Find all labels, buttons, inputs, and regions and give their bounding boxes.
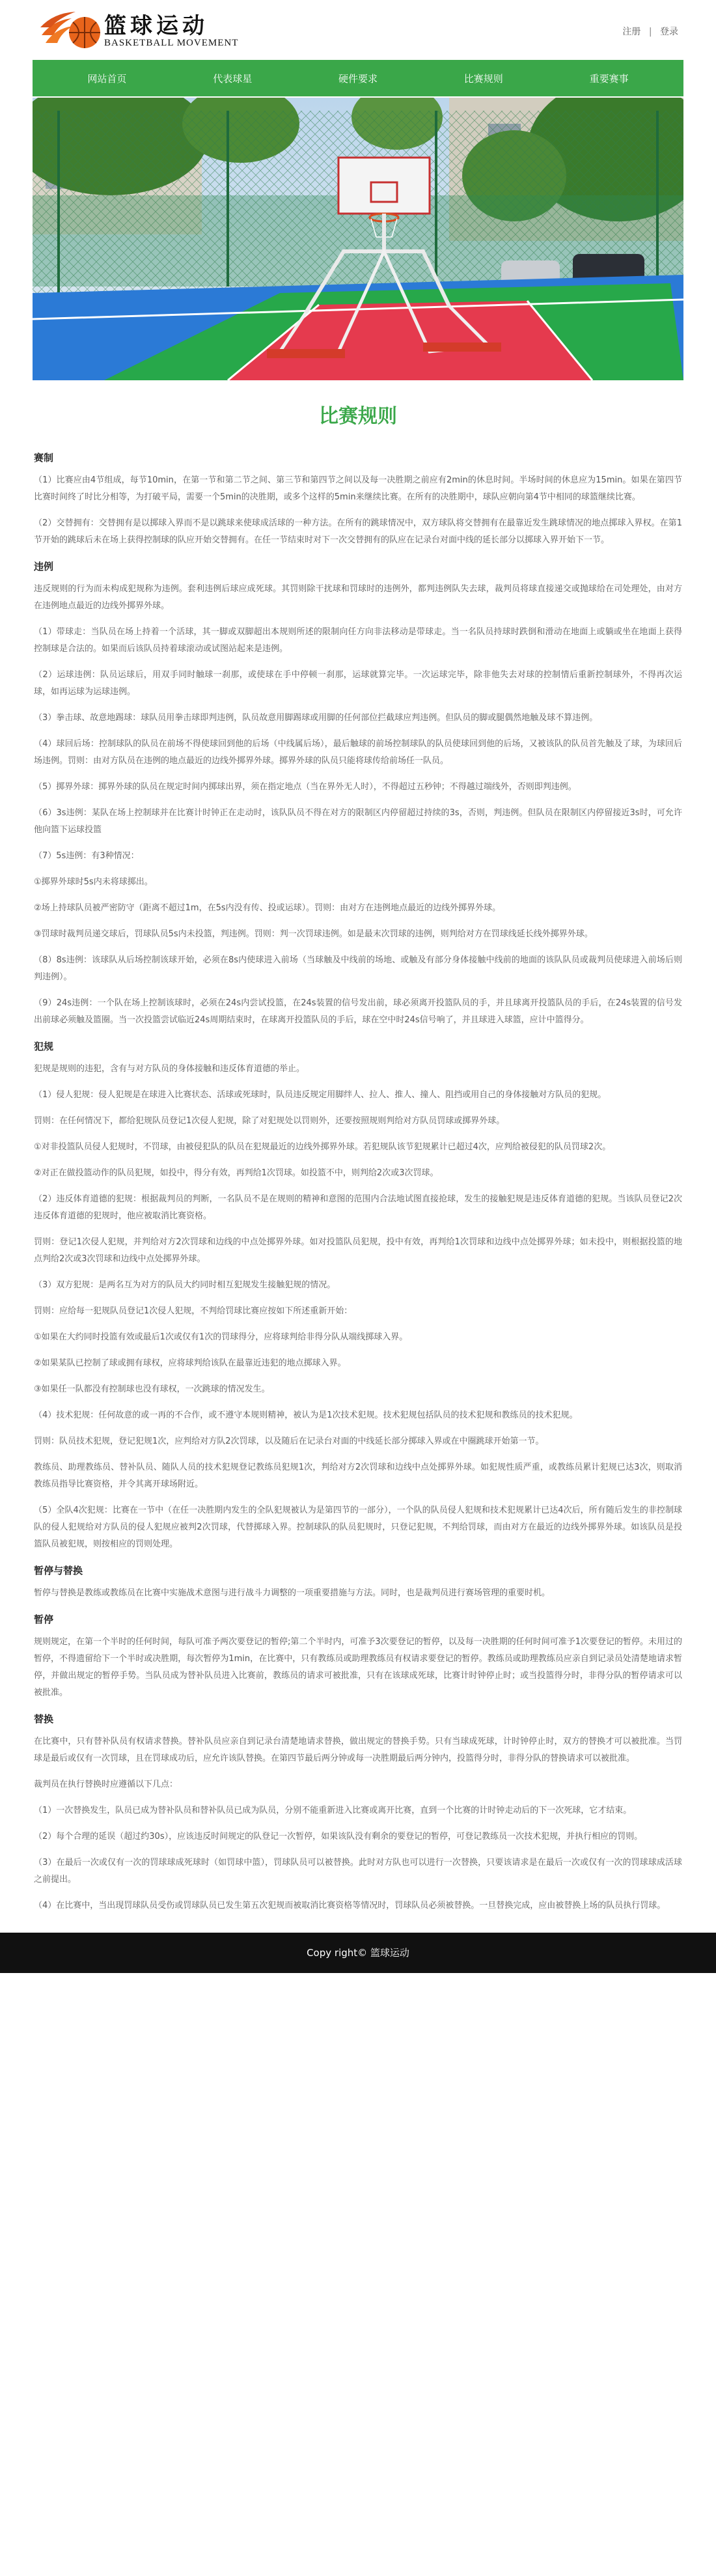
paragraph: 暂停与替换是教练或教练员在比赛中实施战术意图与进行战斗力调整的一项重要措施与方法。同时，也是裁判员进行赛场管理的重要时机。 [34, 1588, 551, 1598]
paragraph: （2）运球违例：队员运球后，用双手同时触球一刹那，或使球在手中停顿一刹那，运球就算完毕。一次运球完毕，除非他失去对球的控制情后重新控制球外，不得再次运球，如再运球为运球违例。 [34, 670, 682, 697]
paragraph: （2）每个合理的延误（超过约30s），应该违反时间规定的队登记一次暂停，如果该队没有剩余的要登记的暂停，可登记教练员一次技术犯规，并执行相应的罚则。 [34, 1832, 643, 1841]
paragraph: （2）违反体育道德的犯规：根据裁判员的判断，一名队员不是在规则的精神和意图的范围内合法地试图直接抢球，发生的接触犯规是违反体育道德的犯规。当该队员登记2次违反体育道德的犯规时，他应被取消比赛资格。 [34, 1194, 682, 1221]
footer-copyright: Copy right© 篮球运动 [307, 1947, 409, 1959]
basketball-logo-icon [39, 9, 111, 52]
paragraph: （2）交替拥有：交替拥有是以掷球入界而不是以跳球来使球成活球的一种方法。在所有的跳球情况中，双方球队将交替拥有在最靠近发生跳球情况的地点掷球入界权。在第1节开始的跳球后未在场上获得控制球的队应开始交替拥有。在任一节结束时对下一次交替拥有的队应在记录台对面中线的延长部分以掷球入界开始下一节。 [34, 518, 682, 545]
paragraph: （4）球回后场：控制球队的队员在前场不得使球回到他的后场（中线属后场），最后触球的前场控制球队的队员使球回到他的后场，又被该队的队员首先触及了球，为球回后场违例。罚则：由对方队员在违例的地点最近的边线外掷界外球。掷界外球的队员只能将球传给前场任一队员。 [34, 739, 682, 766]
paragraph: （1）侵人犯规：侵人犯规是在球进入比赛状态、活球或死球时，队员违反规定用脚绊人、拉人、推人、撞人、阻挡或用自己的身体接触对方队员的犯规。 [34, 1090, 607, 1100]
paragraph: ①如果在大约同时投篮有效或最后1次或仅有1次的罚球得分，应将球判给非得分队从端线掷球入界。 [34, 1332, 408, 1342]
page-title: 比赛规则 [319, 405, 397, 428]
paragraph: （1）一次替换发生，队员已成为替补队员和替补队员已成为队员，分别不能重新进入比赛或离开比赛，直到一个比赛的计时钟走动后的下一次死球，它才结束。 [34, 1806, 632, 1815]
paragraph: 罚则：队员技术犯规，登记犯规1次，应判给对方队2次罚球，以及随后在记录台对面的中线延长部分掷球入界或在中圈跳球开始第一节。 [34, 1436, 544, 1446]
nav-item-rules[interactable]: 比赛规则 [463, 72, 503, 85]
paragraph: ②场上持球队员被严密防守（距离不超过1m，在5s内没有传、投或运球）。罚则：由对方在违例地点最近的边线外掷界外球。 [34, 903, 501, 913]
paragraph: ②对正在做投篮动作的队员犯规，如投中，得分有效，再判给1次罚球。如投篮不中，则判给2次或3次罚球。 [34, 1168, 439, 1178]
footer [0, 1933, 716, 1973]
section-heading: 违例 [34, 561, 54, 572]
section-heading: 犯规 [34, 1041, 54, 1052]
paragraph: ②如果某队已控制了球或拥有球权，应将球判给该队在最靠近违犯的地点掷球入界。 [34, 1358, 346, 1368]
logo-subtitle: BASKETBALL MOVEMENT [104, 38, 239, 48]
paragraph: （6）3s违例：某队在场上控制球并在比赛计时钟正在走动时，该队队员不得在对方的限制区内停留超过持续的3s，否则，判违例。但队员在限制区内停留接近3s时，可允许他向篮下运球投篮 [34, 808, 682, 835]
paragraph: 犯规是规则的违犯，含有与对方队员的身体接触和违反体育道德的举止。 [34, 1064, 305, 1074]
paragraph: 罚则：应给每一犯规队员登记1次侵人犯规，不判给罚球比赛应按如下所述重新开始： [34, 1306, 353, 1316]
login-link[interactable]: 登录 [660, 27, 678, 37]
paragraph: 裁判员在执行替换时应遵循以下几点： [34, 1780, 178, 1789]
paragraph: ①掷界外球时5s内未将球掷出。 [34, 877, 153, 887]
paragraph: （3）拳击球、故意地踢球：球队员用拳击球即判违例，队员故意用脚踢球或用脚的任何部位拦截球应判违例。但队员的脚或腿偶然地触及球不算违例。 [34, 713, 598, 723]
paragraph: （3）在最后一次或仅有一次的罚球球成死球时（如罚球中篮），罚球队员可以被替换。此时对方队也可以进行一次替换，只要该请求是在最后一次或仅有一次的罚球球成活球之前提出。 [34, 1858, 682, 1884]
paragraph: 教练员、助理教练员、替补队员、随队人员的技术犯规登记教练员犯规1次，判给对方2次罚球和边线中点处掷界外球。如犯规性质严重，或教练员累计犯规已达3次，则取消教练员指导比赛资格，并令其离开球场附近。 [34, 1463, 682, 1489]
nav-item-stars[interactable]: 代表球星 [213, 72, 253, 85]
auth-separator: | [648, 27, 652, 37]
paragraph: （8）8s违例：该球队从后场控制该球开始，必须在8s内使球进入前场（当球触及中线前的场地、或触及有部分身体接触中线前的地面的该队队员或裁判员使球进入前场后则判违例）。 [34, 955, 682, 982]
paragraph: 罚则：登记1次侵人犯规，并判给对方2次罚球和边线的中点处掷界外球。如对投篮队员犯规，投中有效，再判给1次罚球和边线中点处掷界外球；如未投中，则根据投篮的地点判给2次或3次罚球和边线中点处掷界外球。 [34, 1237, 682, 1264]
auth-links [622, 25, 678, 38]
paragraph: 罚则：在任何情况下，都给犯规队员登记1次侵人犯规，除了对犯规处以罚则外，还要按照规则判给对方队员罚球或掷界外球。 [34, 1116, 505, 1126]
nav-item-hardware[interactable]: 硬件要求 [338, 72, 378, 85]
paragraph: （3）双方犯规：是两名互为对方的队员大约同时相互犯规发生接触犯规的情况。 [34, 1280, 336, 1290]
paragraph: 违反规则的行为而未构成犯规称为违例。套利违例后球应成死球。其罚则除干扰球和罚球时的违例外，都判违例队失去球，裁判员将球直接递交或抛球给在司处理处，由对方在违例地点最近的边线外掷界外球。 [34, 584, 682, 611]
paragraph: 在比赛中，只有替补队员有权请求替换。替补队员应亲自到记录台清楚地请求替换，做出规定的替换手势。只有当球成死球，计时钟停止时，双方的替换才可以被批准。当罚球是最后或仅有一次罚球，且在罚球成功后，应允许该队替换。在第四节最后两分钟或每一决胜期最后两分钟内，投篮得分时，非得分队的替换请求可以被批准。 [34, 1737, 682, 1763]
nav-item-home[interactable]: 网站首页 [87, 72, 127, 85]
paragraph: （7）5s违例：有3种情况： [34, 851, 139, 861]
paragraph: （1）比赛应由4节组成，每节10min，在第一节和第二节之间、第三节和第四节之间以及每一决胜期之前应有2min的休息时间。半场时间的休息应为15min。如果在第四节比赛时间终了时比分相等，为打破平局，需要一个5min的决胜期，或多个这样的5min来继续比赛。在所有的决胜期中，球队应朝向第4节中相同的球篮继续比赛。 [34, 475, 682, 502]
section-heading: 替换 [34, 1713, 54, 1725]
paragraph: ③如果任一队都没有控制球也没有球权，一次跳球的情况发生。 [34, 1384, 270, 1394]
section-heading: 暂停与替换 [34, 1565, 83, 1576]
paragraph: （5）全队4次犯规：比赛在一节中（在任一决胜期内发生的全队犯规被认为是第四节的一部分），一个队的队员侵人犯规和技术犯规累计已达4次后，所有随后发生的非控制球队的侵人犯规给对方队员的侵人犯规应被判2次罚球，代替掷球入界。控制球队的队员犯规时，只登记犯规，不判给罚球，而由对方在最近的边线外掷界外球。如该队员是投篮队员被犯规，则按相应的罚则处理。 [34, 1505, 682, 1549]
paragraph: （4）技术犯规：任何故意的或一再的不合作，或不遵守本规则精神，被认为是1次技术犯规。技术犯规包括队员的技术犯规和教练员的技术犯规。 [34, 1410, 578, 1420]
paragraph: （1）带球走：当队员在场上持着一个活球，其一脚或双脚超出本规则所述的限制向任方向非法移动是带球走。当一名队员持球时跌倒和滑动在地面上或躺或坐在地面上获得控制球是合法的。如果而后该队员持着球滚动或试图站起来是违例。 [34, 627, 682, 654]
page-wrapper [33, 0, 683, 1914]
paragraph: （9）24s违例：一个队在场上控制该球时，必须在24s内尝试投篮，在24s装置的信号发出前，球必须离开投篮队员的手，并且球离开投篮队员的手后，在24s装置的信号发出前球必须触及篮圈。当一次投篮尝试临近24s周期结束时，在球离开投篮队员的手后，球在空中时24s信号响了，并且球进入球篮，应计中篮得分。 [34, 998, 682, 1025]
paragraph: （5）掷界外球：掷界外球的队员在规定时间内掷球出界，须在指定地点（当在界外无人时），不得超过五秒钟；不得越过端线外，否则即判违例。 [34, 782, 577, 792]
paragraph: ③罚球时裁判员递交球后，罚球队员5s内未投篮，判违例。罚则：判一次罚球违例。如是最末次罚球的违例，则判给对方在罚球线延长线外掷界外球。 [34, 929, 593, 939]
paragraph: 规则规定，在第一个半时的任何时间，每队可准予两次要登记的暂停;第二个半时内，可准予3次要登记的暂停，以及每一决胜期的任何时间可准予1次要登记的暂停。未用过的暂停，不得遗留给下一个半时或决胜期，每次暂停为1min，在比赛中，只有教练员或助理教练员有权请求要登记的暂停。教练员或助理教练员应亲自到记录员处清楚地请求暂停，并做出规定的暂停手势。当队员成为替补队员进入比赛前，教练员的请求可被批准，只有在该球成死球，比赛计时钟停止时；或当投篮得分时，非得分队的暂停请求可以被批准。 [34, 1637, 682, 1698]
header [33, 0, 683, 60]
section-heading: 赛制 [34, 452, 54, 464]
site-logo[interactable] [39, 7, 239, 55]
article-content [33, 451, 683, 1914]
paragraph: ①对非投篮队员侵人犯规时，不罚球，由被侵犯队的队员在犯规最近的边线外掷界外球。若犯规队该节犯规累计已超过4次，应判给被侵犯的队员罚球2次。 [34, 1142, 611, 1152]
register-link[interactable]: 注册 [622, 27, 641, 37]
paragraph: （4）在比赛中，当出现罚球队员受伤或罚球队员已发生第五次犯规而被取消比赛资格等情况时，罚球队员必须被替换。一旦替换完成，应由被替换上场的队员执行罚球。 [34, 1901, 666, 1911]
logo-title: 篮球运动 [104, 13, 208, 39]
nav-item-events[interactable]: 重要赛事 [589, 72, 629, 85]
section-heading: 暂停 [34, 1614, 54, 1625]
main-nav [33, 60, 683, 96]
hero-image-basketball-court [33, 98, 683, 380]
